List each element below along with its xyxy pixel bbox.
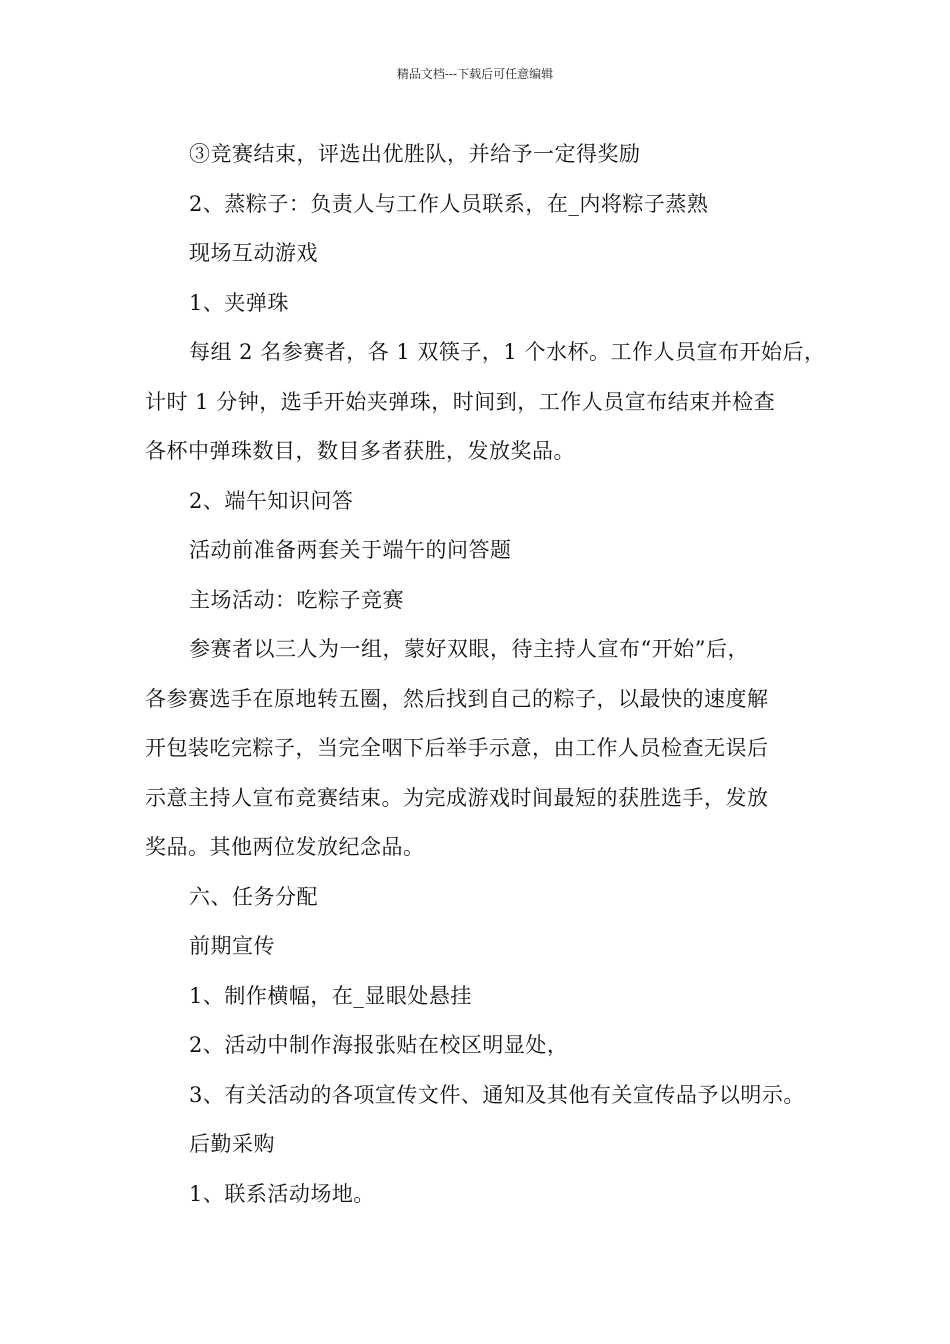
document-body [145, 130, 825, 1219]
list-item: 1、联系活动场地。 [189, 1181, 375, 1206]
subsection-heading: 后勤采购 [189, 1132, 275, 1156]
paragraph-line: 各杯中弹珠数目，数目多者获胜，发放奖品。 [145, 439, 575, 463]
subsection-heading: 前期宣传 [189, 934, 275, 958]
paragraph-line: 示意主持人宣布竞赛结束。为完成游戏时间最短的获胜选手，发放 [145, 785, 769, 810]
list-item: 1、制作横幅，在_显眼处悬挂 [189, 983, 472, 1008]
section-heading: 主场活动：吃粽子竞赛 [189, 587, 404, 612]
paragraph-line: ③竞赛结束，评选出优胜队，并给予一定得奖励 [189, 142, 641, 166]
list-item: 3、有关活动的各项宣传文件、通知及其他有关宣传品予以明示。 [189, 1082, 805, 1107]
page-header: 精品文档---下载后可任意编辑 [396, 67, 554, 81]
paragraph-line: 每组 2 名参赛者，各 1 双筷子，1 个水杯。工作人员宣布开始后， [189, 340, 826, 364]
list-item-heading: 2、端午知识问答 [189, 488, 354, 513]
paragraph-line: 参赛者以三人为一组，蒙好双眼，待主持人宣布“开始”后， [189, 637, 749, 661]
section-heading: 六、任务分配 [189, 884, 318, 909]
paragraph-line: 计时 1 分钟，选手开始夹弹珠，时间到，工作人员宣布结束并检查 [145, 389, 776, 414]
paragraph-line: 活动前准备两套关于端午的问答题 [189, 538, 512, 562]
list-item-heading: 1、夹弹珠 [189, 290, 289, 315]
section-heading: 现场互动游戏 [189, 241, 318, 265]
paragraph-line: 奖品。其他两位发放纪念品。 [145, 835, 425, 859]
paragraph-line: 各参赛选手在原地转五圈，然后找到自己的粽子，以最快的速度解 [145, 686, 769, 711]
paragraph-line: 2、蒸粽子：负责人与工作人员联系，在_内将粽子蒸熟 [189, 191, 709, 216]
paragraph-line: 开包装吃完粽子，当完全咽下后举手示意，由工作人员检查无误后 [145, 736, 769, 760]
list-item: 2、活动中制作海报张贴在校区明显处， [189, 1033, 569, 1057]
